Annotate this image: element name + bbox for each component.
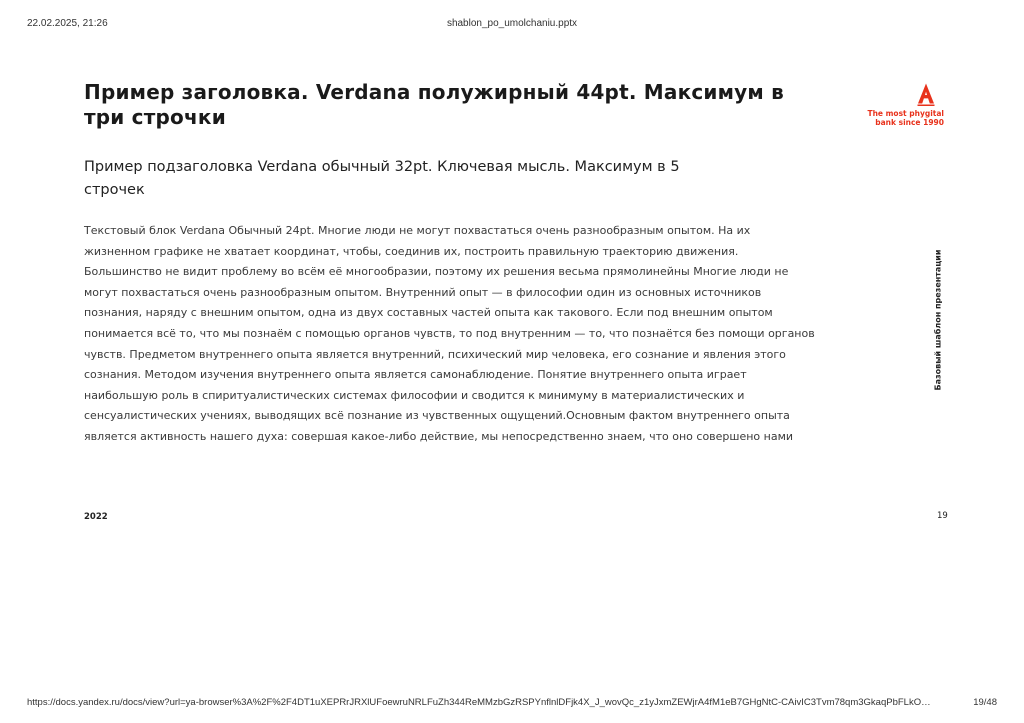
print-filename: shablon_po_umolchaniu.pptx	[446, 18, 578, 29]
slide-subtitle: Пример подзаголовка Verdana обычный 32pt. Ключевая мысль. Максимум в 5 строчек	[84, 159, 680, 198]
print-url: https://docs.yandex.ru/docs/view?url=ya-browser%3A%2F%2F4DT1uXEPRrJRXlUFoewruNRLFuZh344ReMMzbGzRSPYnflnlDFjk4X_J_wovQc_z1yJxmZEWjrA4fM1eB7GHgNtC-CAivIC3Tvm78qm3GkaqPbFLkO…	[27, 697, 931, 708]
slide-year: 2022	[84, 512, 108, 522]
slide-number: 19	[937, 511, 948, 521]
print-datetime: 22.02.2025, 21:26	[27, 18, 108, 29]
slide-body-text: Текстовый блок Verdana Обычный 24pt. Многие люди не могут похвастаться очень разнообразным опытом. На их жизненном графике не хватает координат, чтобы, соединив их, построить правильную траекторию движения. Большинство не видит проблему во всём её многообразии, поэтому их решения весьма прямолинейны Многие люди не могут похвастаться очень разнообразным опытом. Внутренний опыт — в философии один из основных источников познания, наряду с внешним опытом, одна из двух составных частей опыта как такового. Если под внешним опытом понимается всё то, что мы познаём с помощью органов чувств, то под внутренним — то, что познаётся без помощи органов чувств. Предметом внутреннего опыта является внутренний, психический мир человека, его сознание и явления этого сознания. Методом изучения внутреннего опыта является самонаблюдение. Понятие внутреннего опыта играет наибольшую роль в спиритуалистических системах философии и сводится к минимуму в материалистических и сенсуалистических учениях, выводящих всё познание из чувственных ощущений.Основным фактом внутреннего опыта является активность нашего духа: совершая какое-либо действие, мы непосредственно знаем, что оно совершено нами	[84, 224, 815, 443]
logo-tagline: The most phygital bank since 1990	[867, 109, 944, 127]
slide-title: Пример заголовка. Verdana полужирный 44pt. Максимум в три строчки	[84, 80, 784, 129]
brand-logo	[852, 82, 944, 127]
side-caption-text: Базовый шаблон презентации	[933, 249, 943, 391]
alfa-bank-logo-icon	[914, 82, 938, 106]
print-page-number: 19/48	[973, 697, 997, 708]
